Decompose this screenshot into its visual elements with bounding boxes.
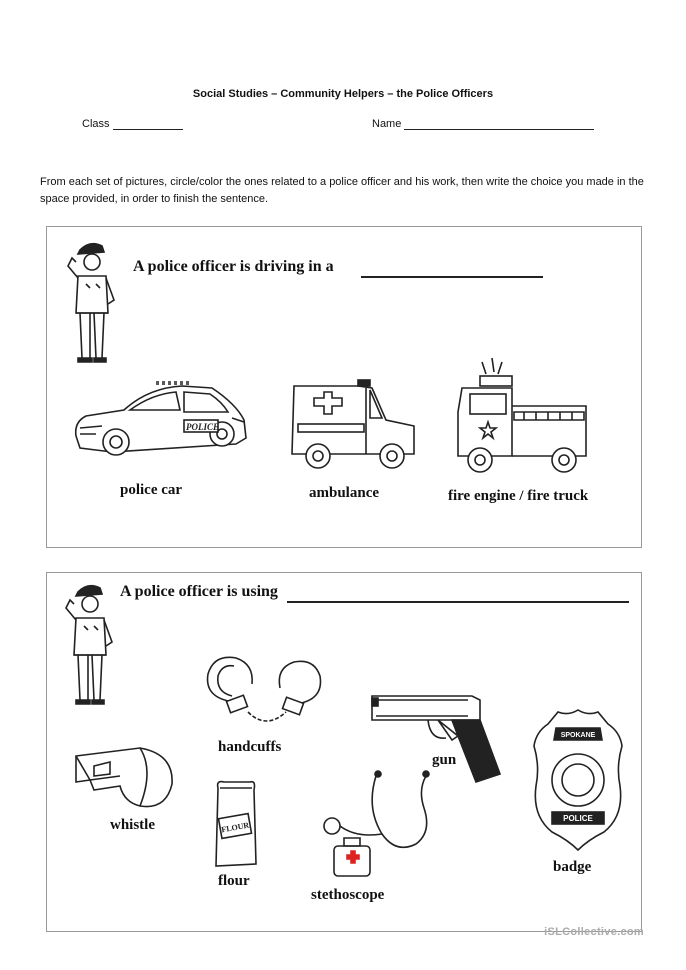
badge-top-text: SPOKANE — [560, 732, 596, 739]
ambulance-icon[interactable] — [288, 376, 420, 474]
class-label: Class — [82, 118, 110, 130]
police-car-door-text: POLICE — [186, 422, 220, 432]
flour-icon[interactable] — [210, 778, 260, 872]
badge-bottom-text: POLICE — [563, 814, 593, 823]
badge-icon[interactable] — [528, 706, 628, 854]
sentence-2: A police officer is using — [120, 583, 278, 600]
choice-flour[interactable]: flour — [218, 873, 250, 889]
page-title: Social Studies – Community Helpers – the Police Officers — [192, 88, 494, 100]
fire-engine-icon[interactable] — [452, 356, 592, 480]
police-officer-icon — [62, 238, 122, 368]
footer-watermark: iSLCollective.com — [544, 926, 644, 938]
answer-blank-2[interactable] — [287, 601, 629, 603]
choice-ambulance[interactable]: ambulance — [309, 485, 380, 501]
name-label: Name — [372, 118, 402, 130]
choice-gun[interactable]: gun — [432, 752, 457, 768]
police-officer-icon — [60, 580, 120, 710]
choice-handcuffs[interactable]: handcuffs — [218, 739, 282, 755]
choice-badge[interactable]: badge — [553, 859, 592, 875]
choice-fire-engine[interactable]: fire engine / fire truck — [448, 488, 589, 504]
instructions: From each set of pictures, circle/color the ones related to a police officer and his work, then write the choice you made in the space provided, in order to finish the sentence. — [40, 176, 644, 205]
whistle-icon[interactable] — [70, 740, 180, 820]
sentence-1: A police officer is driving in a — [133, 258, 334, 275]
class-field — [82, 118, 183, 130]
choice-whistle[interactable]: whistle — [110, 817, 155, 833]
name-blank[interactable] — [404, 118, 594, 130]
flour-bag-text: FLOUR — [220, 820, 250, 835]
name-field — [372, 118, 594, 130]
police-car-icon[interactable] — [72, 378, 250, 474]
choice-stethoscope[interactable]: stethoscope — [311, 887, 385, 903]
choice-police-car[interactable]: police car — [120, 482, 183, 498]
stethoscope-icon[interactable] — [316, 768, 436, 888]
class-blank[interactable] — [113, 118, 183, 130]
handcuffs-icon[interactable] — [200, 650, 328, 734]
answer-blank-1[interactable] — [361, 276, 543, 278]
